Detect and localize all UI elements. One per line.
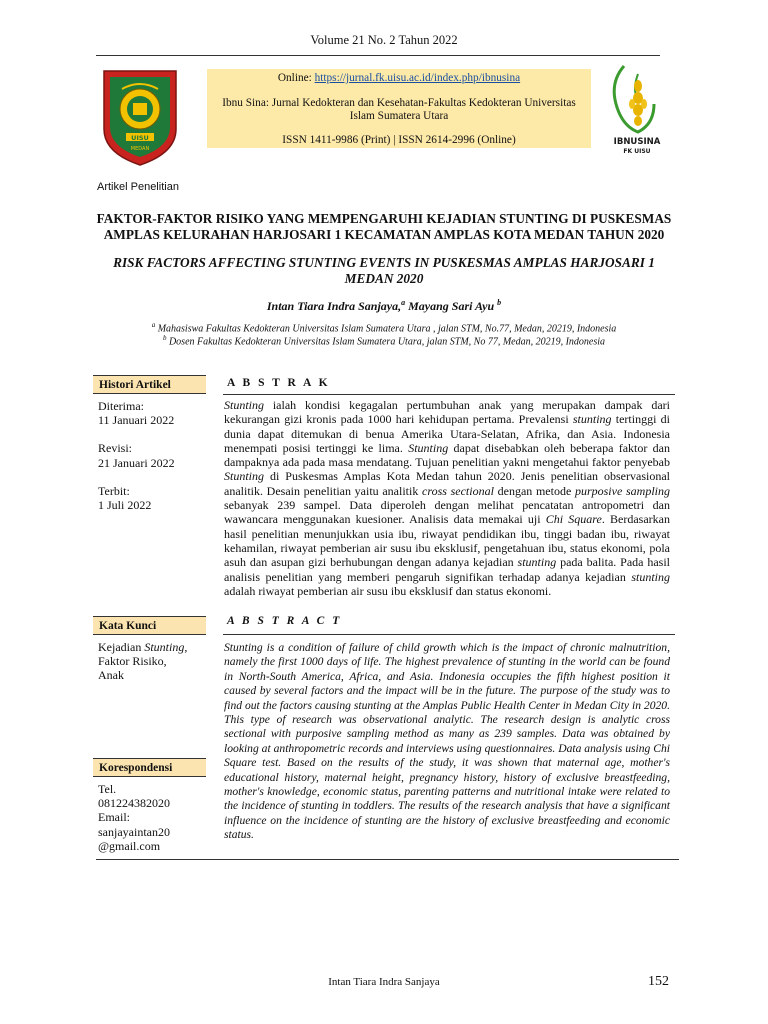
abstrak-segment: Stunting — [408, 440, 449, 455]
keyword-3: Anak — [98, 668, 124, 683]
affiliation-b-text: Dosen Fakultas Kedokteran Universitas Islam Sumatera Utara, jalan STM, No 77, Medan, 20219, Indonesia — [166, 336, 606, 348]
abstrak-segment: dapat disebabkan oleh beberapa faktor dan dampaknya ada pada masa mendatang. Tujuan penelitian yakni mengetahui faktor penyebab — [224, 440, 670, 470]
affiliation-a-sup: a — [151, 321, 156, 329]
affiliation-b — [0, 334, 768, 347]
keywords-list — [98, 640, 187, 683]
keyword-1-stunting: Stunting — [144, 640, 185, 654]
abstrak-segment: cross sectional — [422, 483, 494, 498]
abstrak-segment: Stunting — [224, 469, 265, 484]
online-line — [207, 72, 591, 85]
corr-email-label: Email: — [98, 810, 130, 825]
title-en-line1: RISK FACTORS AFFECTING STUNTING EVENTS IN PUSKESMAS AMPLAS HARJOSARI 1 — [113, 255, 655, 270]
abstrak-segment: sebanyak 239 sampel. Data diperoleh dengan melihat pencatatan antropometri dan wawancara menggunakan kuesioner. Analisis data memakai uji — [224, 498, 670, 527]
title-indonesian — [80, 211, 688, 243]
uisu-logo — [100, 67, 180, 167]
journal-banner — [207, 69, 591, 148]
issn-line: ISSN 1411-9986 (Print) | ISSN 2614-2996 (Online) — [282, 134, 516, 146]
title-id-line2: AMPLAS KELURAHAN HARJOSARI 1 KECAMATAN AMPLAS KOTA MEDAN TAHUN 2020 — [103, 227, 665, 242]
abstrak-segment: di Puskesmas Amplas Kota Medan tahun 2020. Jenis penelitian observasional analitik. Desain penelitian yaitu analitik — [224, 469, 670, 498]
abstrak-segment: tertinggi di dunia dapat ditemukan di benua Amerika Utara-Selatan, Afrika, dan Asia. Indonesia menempati posisi tertinggi ke lima. — [224, 412, 670, 455]
affiliation-a — [0, 321, 768, 334]
abstrak-segment: pada balita. Pada hasil analisis penelitian yang memberi pengaruh signifikan terhadap adanya kejadian — [224, 555, 670, 584]
published-date: 1 Juli 2022 — [98, 498, 152, 513]
ibnusina-logo-sub: FK UISU — [623, 148, 651, 155]
article-type: Artikel Penelitian — [97, 181, 179, 193]
abstrak-segment: dengan metode — [493, 483, 575, 498]
history-details — [98, 399, 175, 512]
keywords-box-title: Kata Kunci — [93, 616, 206, 635]
corr-email-1: sanjayaintan20 — [98, 824, 170, 839]
correspondence-box-title: Korespondensi — [93, 758, 206, 777]
abstrak-segment: adalah riwayat pemberian air susu ibu eksklusif dan status ekonomi. — [224, 583, 552, 598]
keyword-1-comma: , — [184, 640, 188, 654]
correspondence-details — [98, 782, 170, 853]
keyword-1-prefix: Kejadian — [98, 640, 145, 654]
affiliation-b-sup: b — [162, 334, 167, 342]
title-id-line1: FAKTOR-FAKTOR RISIKO YANG MEMPENGARUHI KEJADIAN STUNTING DI PUSKESMAS — [96, 211, 672, 226]
abstrak-segment: stunting — [572, 412, 612, 427]
page-number: 152 — [648, 974, 669, 989]
abstrak-segment: . Berdasarkan hasil penelitian menunjukkan usia ibu, riwayat pendidikan ibu, tinggi badan ibu, riwayat kehamilan, riwayat pemberian air susu ibu eksklusif, pengetahuan ibu, status ekonomi, pola asuh dan asupan gizi berhubungan dengan adanya kejadian — [224, 512, 670, 570]
received-label: Diterima: — [98, 399, 144, 413]
title-english — [80, 255, 688, 287]
abstrak-segment: Stunting — [224, 398, 265, 412]
author-2-sup: b — [497, 298, 502, 307]
author-1: Intan Tiara Indra Sanjaya, — [266, 299, 402, 313]
abstract-heading — [227, 615, 342, 627]
corr-tel-label: Tel. — [98, 782, 117, 796]
author-1-sup: a — [401, 298, 406, 307]
abstrak-segment: ialah kondisi kegagalan pertumbuhan anak yang merupakan dampak dari kekurangan gizi kronis pada 1000 hari kehidupan pertama. Prevalensi — [224, 398, 670, 427]
abstract-heading-text: A B S T R A C T — [227, 615, 342, 627]
revised-date: 21 Januari 2022 — [98, 455, 175, 470]
header-divider — [96, 55, 660, 56]
online-label: Online: — [277, 72, 312, 84]
journal-name-line2: Islam Sumatera Utara — [349, 110, 449, 122]
uisu-logo-city: MEDAN — [130, 146, 150, 152]
author-2: Mayang Sari Ayu — [405, 299, 498, 313]
ibnusina-logo-name: IBNUSINA — [613, 137, 661, 147]
revised-label: Revisi: — [98, 441, 133, 456]
keyword-1 — [98, 640, 187, 654]
abstract-body: Stunting is a condition of failure of child growth which is the impact of chronic malnutrition, namely the first 1000 days of life. The highest prevalence of stunting in the world can be found in North-South America, Africa, and Asia. Indonesia occupies the fifth highest position it caused by several factors and the impact will be in the future. The purpose of the study was to find out the factors causing stunting at the Amplas Public Health Center in Medan City in 2020. This type of research was observational analytic. The research design is analytic cross sectional with purposive sampling method as many as 239 samples. Data was obtained by looking at anthropometric records and interviews using questionnaires. Data analysis using Chi Square test. Based on the results of the study, it was shown that maternal age, mother's educational history, maternal height, pregnancy history, history of exclusive breastfeeding, mother's knowledge, economic status, parenting patterns and nutritional intake were related to the incidence of stunting in toddlers. The results of the research analysis that have a significant influence on the incidence of stunting are the history of exclusive breastfeeding and economic status. — [224, 641, 670, 842]
published-label: Terbit: — [98, 483, 130, 498]
abstrak-rule — [223, 394, 675, 395]
abstrak-body — [224, 398, 670, 598]
affiliation-a-text: Mahasiswa Fakultas Kedokteran Universitas Islam Sumatera Utara , jalan STM, No.77, Medan, 20219, Indonesia — [155, 323, 617, 335]
history-box-title: Histori Artikel — [93, 375, 206, 394]
journal-name-line1: Ibnu Sina: Jurnal Kedokteran dan Kesehatan-Fakultas Kedokteran Universitas — [222, 97, 576, 109]
footer-author: Intan Tiara Indra Sanjaya — [328, 976, 440, 988]
author-list — [0, 298, 768, 314]
corr-tel: 081224382020 — [98, 796, 170, 811]
abstract-rule — [223, 634, 675, 635]
journal-url-link[interactable]: https://jurnal.fk.uisu.ac.id/index.php/ibnusina — [314, 72, 521, 84]
abstrak-segment: stunting — [631, 569, 670, 584]
abstrak-heading: A B S T R A K — [227, 377, 331, 389]
abstrak-segment: stunting — [517, 555, 557, 570]
abstract-bottom-rule — [96, 859, 679, 860]
keyword-2: Faktor Risiko, — [98, 654, 167, 669]
corr-email-2: @gmail.com — [98, 838, 161, 853]
ibnusina-logo — [598, 60, 676, 160]
abstrak-segment: purposive sampling — [574, 483, 670, 498]
uisu-logo-label: UISU — [131, 134, 149, 142]
volume-header: Volume 21 No. 2 Tahun 2022 — [310, 33, 458, 47]
abstrak-segment: Chi Square — [545, 512, 602, 527]
received-date: 11 Januari 2022 — [98, 413, 175, 428]
title-en-line2: MEDAN 2020 — [344, 271, 424, 286]
